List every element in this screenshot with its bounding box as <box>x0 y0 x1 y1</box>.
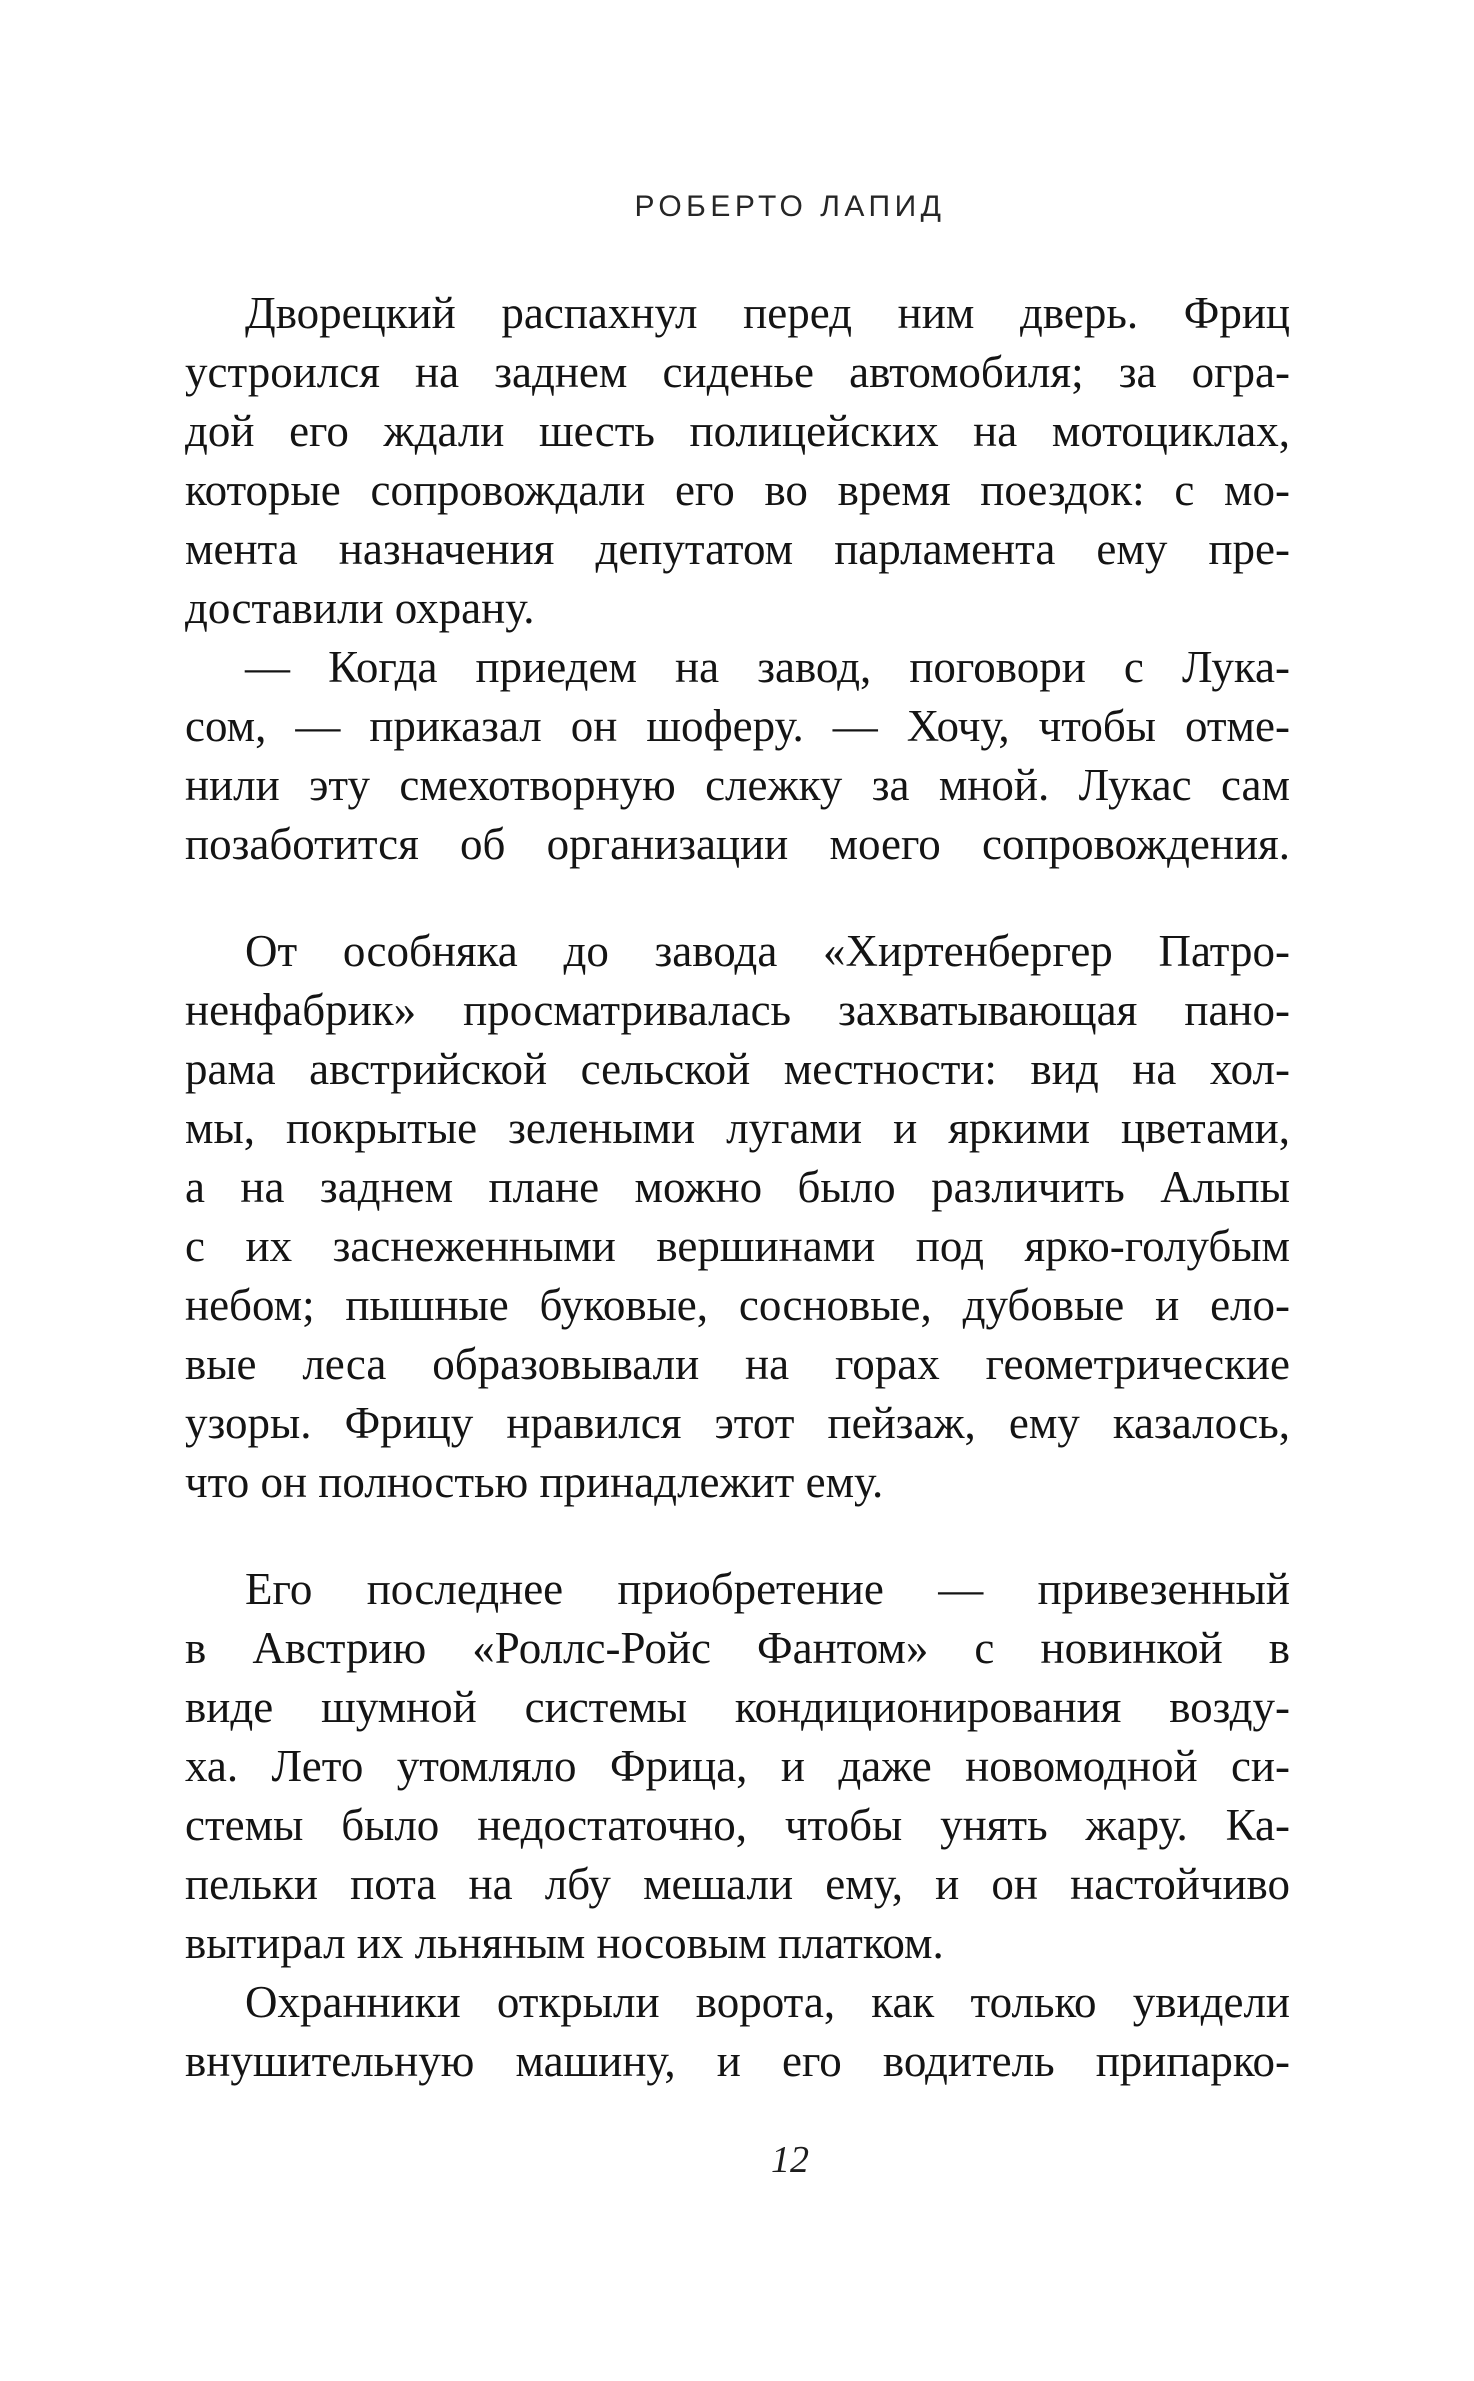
text-line: мента назначения депутатом парламента ему пре- <box>185 524 1290 574</box>
paragraph <box>185 922 1290 1512</box>
text-line: вытирал их льняным носовым платком. <box>185 1918 944 1968</box>
page-number: 12 <box>771 2139 809 2181</box>
text-line: которые сопровождали его во время поездок: с мо- <box>185 465 1290 515</box>
text-line: устроился на заднем сиденье автомобиля; за огра- <box>185 347 1290 397</box>
text-line: дой его ждали шесть полицейских на мотоциклах, <box>185 406 1290 456</box>
paragraph <box>185 1973 1290 2091</box>
text-line: виде шумной системы кондиционирования возду- <box>185 1682 1290 1732</box>
text-line: позаботится об организации моего сопровождения. <box>185 819 1290 869</box>
text-line: ненфабрик» просматривалась захватывающая пано- <box>185 985 1290 1035</box>
text-line: в Австрию «Роллс-Ройс Фантом» с новинкой в <box>185 1623 1290 1673</box>
text-line: Дворецкий распахнул перед ним дверь. Фриц <box>245 288 1290 338</box>
text-line: ха. Лето утомляло Фрица, и даже новомодной си- <box>185 1741 1290 1791</box>
text-line: сом, — приказал он шоферу. — Хочу, чтобы отме- <box>185 701 1290 751</box>
text-line: Его последнее приобретение — привезенный <box>245 1564 1290 1614</box>
text-line: с их заснеженными вершинами под ярко-голубым <box>185 1221 1290 1271</box>
text-line: а на заднем плане можно было различить Альпы <box>185 1162 1290 1212</box>
text-line: вые леса образовывали на горах геометрические <box>185 1339 1290 1389</box>
text-line: пельки пота на лбу мешали ему, и он настойчиво <box>185 1859 1290 1909</box>
text-line: нили эту смехотворную слежку за мной. Лукас сам <box>185 760 1290 810</box>
text-line: Охранники открыли ворота, как только увидели <box>245 1977 1290 2027</box>
text-line: узоры. Фрицу нравился этот пейзаж, ему казалось, <box>185 1398 1290 1448</box>
text-line: рама австрийской сельской местности: вид на хол- <box>185 1044 1290 1094</box>
text-line: доставили охрану. <box>185 583 535 633</box>
text-line: стемы было недостаточно, чтобы унять жару. Ка- <box>185 1800 1290 1850</box>
text-line: От особняка до завода «Хиртенбергер Патро- <box>245 926 1290 976</box>
text-line: небом; пышные буковые, сосновые, дубовые и ело- <box>185 1280 1290 1330</box>
paragraph <box>185 284 1290 638</box>
paragraph <box>185 638 1290 874</box>
body-text <box>185 284 1290 2091</box>
paragraph <box>185 1560 1290 1973</box>
text-line: мы, покрытые зелеными лугами и яркими цветами, <box>185 1103 1290 1153</box>
running-head-author: РОБЕРТО ЛАПИД <box>634 190 946 223</box>
text-line: что он полностью принадлежит ему. <box>185 1457 884 1507</box>
text-line: внушительную машину, и его водитель припарко- <box>185 2036 1290 2086</box>
text-line: — Когда приедем на завод, поговори с Лука- <box>245 642 1290 692</box>
